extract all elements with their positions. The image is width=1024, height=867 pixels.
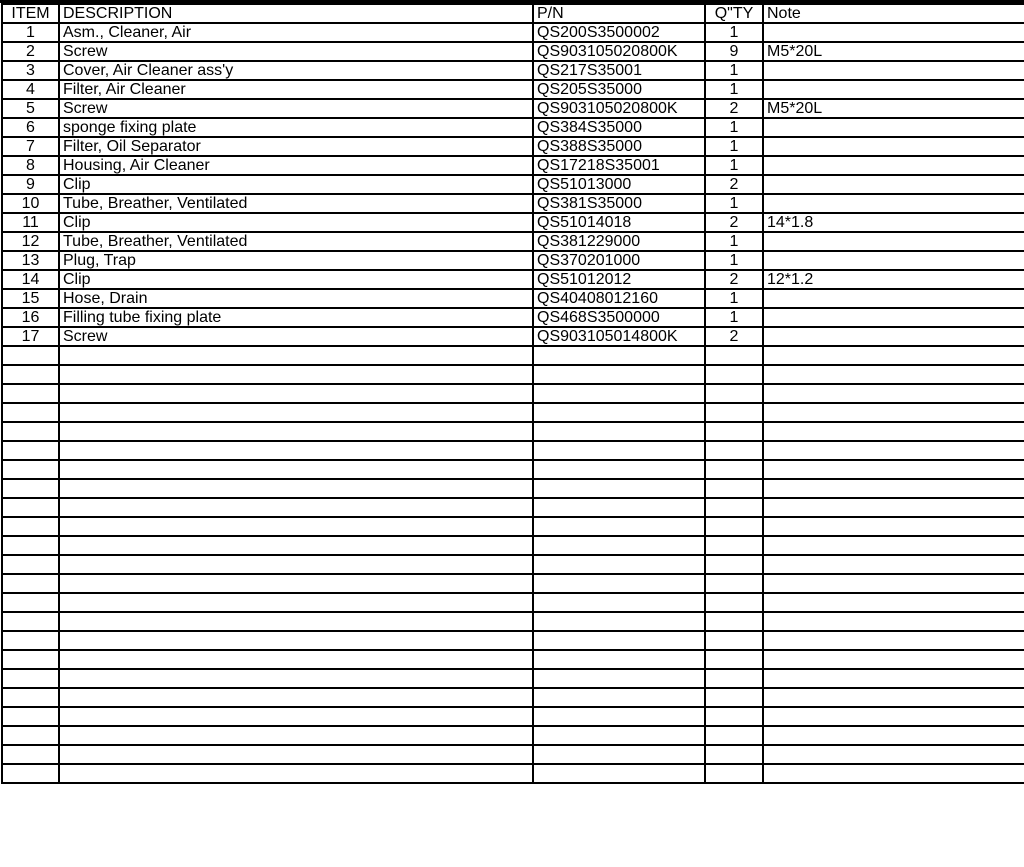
empty-cell (2, 707, 59, 726)
empty-cell (533, 403, 705, 422)
cell-quantity: 9 (705, 42, 763, 61)
cell-item: 13 (2, 251, 59, 270)
empty-cell (2, 384, 59, 403)
cell-quantity: 1 (705, 118, 763, 137)
empty-cell (763, 555, 1024, 574)
empty-cell (705, 726, 763, 745)
parts-table (1, 3, 1024, 784)
empty-cell (2, 346, 59, 365)
empty-cell (763, 688, 1024, 707)
cell-item: 11 (2, 213, 59, 232)
empty-row (2, 441, 1024, 460)
empty-cell (763, 346, 1024, 365)
cell-description: Plug, Trap (59, 251, 533, 270)
cell-quantity: 1 (705, 232, 763, 251)
empty-cell (533, 726, 705, 745)
empty-cell (533, 536, 705, 555)
empty-cell (763, 764, 1024, 783)
cell-item: 14 (2, 270, 59, 289)
cell-description: Filling tube fixing plate (59, 308, 533, 327)
table-row (2, 42, 1024, 61)
cell-item: 7 (2, 137, 59, 156)
empty-cell (2, 745, 59, 764)
cell-description: Cover, Air Cleaner ass'y (59, 61, 533, 80)
cell-description: Clip (59, 175, 533, 194)
empty-cell (2, 764, 59, 783)
empty-cell (533, 441, 705, 460)
empty-cell (705, 422, 763, 441)
empty-cell (59, 707, 533, 726)
cell-description: sponge fixing plate (59, 118, 533, 137)
cell-quantity: 1 (705, 61, 763, 80)
empty-row (2, 555, 1024, 574)
empty-cell (2, 726, 59, 745)
cell-item: 12 (2, 232, 59, 251)
empty-cell (705, 574, 763, 593)
empty-row (2, 650, 1024, 669)
empty-cell (533, 688, 705, 707)
empty-cell (2, 631, 59, 650)
cell-item: 3 (2, 61, 59, 80)
empty-cell (59, 555, 533, 574)
empty-cell (533, 498, 705, 517)
cell-description: Screw (59, 99, 533, 118)
empty-row (2, 403, 1024, 422)
cell-quantity: 2 (705, 175, 763, 194)
empty-cell (763, 707, 1024, 726)
cell-part-number: QS381229000 (533, 232, 705, 251)
empty-cell (59, 517, 533, 536)
cell-part-number: QS903105014800K (533, 327, 705, 346)
cell-item: 5 (2, 99, 59, 118)
empty-cell (705, 403, 763, 422)
empty-cell (533, 745, 705, 764)
cell-description: Screw (59, 42, 533, 61)
cell-item: 2 (2, 42, 59, 61)
empty-cell (533, 365, 705, 384)
cell-quantity: 1 (705, 289, 763, 308)
header-part-number: P/N (533, 4, 705, 23)
cell-note (763, 327, 1024, 346)
empty-cell (763, 422, 1024, 441)
empty-cell (763, 365, 1024, 384)
empty-cell (2, 650, 59, 669)
empty-cell (705, 384, 763, 403)
empty-cell (59, 384, 533, 403)
cell-part-number: QS51014018 (533, 213, 705, 232)
empty-cell (705, 460, 763, 479)
empty-cell (2, 460, 59, 479)
empty-cell (763, 631, 1024, 650)
cell-note (763, 308, 1024, 327)
cell-item: 6 (2, 118, 59, 137)
empty-cell (2, 688, 59, 707)
cell-note (763, 118, 1024, 137)
empty-row (2, 688, 1024, 707)
empty-cell (533, 346, 705, 365)
cell-note (763, 80, 1024, 99)
empty-cell (2, 498, 59, 517)
empty-cell (59, 612, 533, 631)
empty-cell (705, 517, 763, 536)
empty-cell (59, 669, 533, 688)
table-header-row (2, 4, 1024, 23)
empty-cell (705, 764, 763, 783)
cell-description: Housing, Air Cleaner (59, 156, 533, 175)
empty-cell (705, 745, 763, 764)
empty-cell (59, 726, 533, 745)
empty-cell (533, 650, 705, 669)
cell-note (763, 232, 1024, 251)
table-row (2, 156, 1024, 175)
empty-row (2, 498, 1024, 517)
table-row (2, 213, 1024, 232)
cell-quantity: 2 (705, 270, 763, 289)
cell-part-number: QS51012012 (533, 270, 705, 289)
cell-description: Filter, Air Cleaner (59, 80, 533, 99)
cell-part-number: QS17218S35001 (533, 156, 705, 175)
empty-cell (2, 422, 59, 441)
cell-item: 1 (2, 23, 59, 42)
empty-cell (533, 460, 705, 479)
empty-row (2, 612, 1024, 631)
empty-cell (59, 441, 533, 460)
cell-quantity: 1 (705, 23, 763, 42)
cell-part-number: QS468S3500000 (533, 308, 705, 327)
cell-item: 8 (2, 156, 59, 175)
empty-cell (59, 764, 533, 783)
cell-item: 17 (2, 327, 59, 346)
empty-cell (533, 479, 705, 498)
empty-cell (533, 764, 705, 783)
cell-item: 4 (2, 80, 59, 99)
empty-cell (763, 517, 1024, 536)
table-row (2, 137, 1024, 156)
empty-row (2, 384, 1024, 403)
cell-quantity: 2 (705, 213, 763, 232)
empty-cell (2, 536, 59, 555)
header-note: Note (763, 4, 1024, 23)
cell-quantity: 1 (705, 308, 763, 327)
empty-row (2, 669, 1024, 688)
cell-quantity: 1 (705, 137, 763, 156)
empty-cell (705, 441, 763, 460)
empty-row (2, 593, 1024, 612)
empty-cell (59, 593, 533, 612)
empty-cell (2, 365, 59, 384)
empty-cell (59, 403, 533, 422)
cell-description: Tube, Breather, Ventilated (59, 232, 533, 251)
empty-cell (763, 650, 1024, 669)
table-body (2, 23, 1024, 783)
cell-description: Tube, Breather, Ventilated (59, 194, 533, 213)
empty-cell (763, 441, 1024, 460)
cell-quantity: 1 (705, 251, 763, 270)
cell-part-number: QS903105020800K (533, 99, 705, 118)
empty-row (2, 574, 1024, 593)
cell-part-number: QS217S35001 (533, 61, 705, 80)
cell-note (763, 137, 1024, 156)
cell-note: 12*1.2 (763, 270, 1024, 289)
empty-cell (705, 631, 763, 650)
empty-row (2, 346, 1024, 365)
empty-cell (705, 688, 763, 707)
cell-note: 14*1.8 (763, 213, 1024, 232)
cell-quantity: 1 (705, 156, 763, 175)
empty-cell (763, 479, 1024, 498)
table-row (2, 99, 1024, 118)
cell-part-number: QS370201000 (533, 251, 705, 270)
empty-cell (705, 707, 763, 726)
empty-cell (763, 536, 1024, 555)
empty-cell (2, 612, 59, 631)
empty-cell (533, 612, 705, 631)
empty-row (2, 365, 1024, 384)
table-row (2, 175, 1024, 194)
empty-cell (533, 631, 705, 650)
empty-cell (59, 536, 533, 555)
empty-cell (2, 669, 59, 688)
empty-cell (59, 498, 533, 517)
empty-row (2, 707, 1024, 726)
cell-part-number: QS381S35000 (533, 194, 705, 213)
empty-cell (533, 707, 705, 726)
empty-cell (59, 650, 533, 669)
empty-row (2, 764, 1024, 783)
table-row (2, 80, 1024, 99)
empty-cell (533, 669, 705, 688)
empty-cell (2, 555, 59, 574)
empty-cell (59, 479, 533, 498)
table-row (2, 327, 1024, 346)
empty-cell (59, 688, 533, 707)
empty-row (2, 726, 1024, 745)
cell-description: Screw (59, 327, 533, 346)
cell-note (763, 23, 1024, 42)
empty-row (2, 517, 1024, 536)
table-row (2, 232, 1024, 251)
table-row (2, 308, 1024, 327)
empty-cell (705, 536, 763, 555)
cell-item: 15 (2, 289, 59, 308)
table-row (2, 118, 1024, 137)
empty-row (2, 631, 1024, 650)
cell-note (763, 194, 1024, 213)
cell-note (763, 251, 1024, 270)
cell-description: Clip (59, 213, 533, 232)
empty-cell (59, 365, 533, 384)
cell-part-number: QS40408012160 (533, 289, 705, 308)
empty-cell (59, 346, 533, 365)
table-row (2, 23, 1024, 42)
empty-cell (705, 346, 763, 365)
empty-cell (705, 593, 763, 612)
empty-cell (2, 517, 59, 536)
cell-part-number: QS205S35000 (533, 80, 705, 99)
empty-cell (2, 441, 59, 460)
table-row (2, 61, 1024, 80)
cell-quantity: 2 (705, 99, 763, 118)
empty-cell (2, 593, 59, 612)
empty-cell (705, 365, 763, 384)
cell-part-number: QS200S3500002 (533, 23, 705, 42)
empty-row (2, 745, 1024, 764)
cell-note (763, 156, 1024, 175)
empty-row (2, 422, 1024, 441)
cell-note (763, 61, 1024, 80)
cell-part-number: QS51013000 (533, 175, 705, 194)
empty-cell (2, 479, 59, 498)
empty-cell (59, 460, 533, 479)
empty-cell (533, 574, 705, 593)
empty-cell (2, 403, 59, 422)
cell-description: Clip (59, 270, 533, 289)
empty-cell (533, 593, 705, 612)
empty-cell (2, 574, 59, 593)
header-description: DESCRIPTION (59, 4, 533, 23)
cell-description: Asm., Cleaner, Air (59, 23, 533, 42)
cell-note (763, 175, 1024, 194)
header-item: ITEM (2, 4, 59, 23)
empty-cell (705, 479, 763, 498)
empty-cell (705, 498, 763, 517)
table-row (2, 194, 1024, 213)
header-quantity: Q"TY (705, 4, 763, 23)
cell-part-number: QS903105020800K (533, 42, 705, 61)
empty-cell (763, 403, 1024, 422)
empty-cell (763, 460, 1024, 479)
empty-cell (705, 650, 763, 669)
table-row (2, 270, 1024, 289)
empty-cell (533, 384, 705, 403)
cell-quantity: 1 (705, 194, 763, 213)
cell-item: 16 (2, 308, 59, 327)
empty-cell (533, 517, 705, 536)
empty-cell (763, 593, 1024, 612)
empty-cell (59, 745, 533, 764)
empty-cell (763, 498, 1024, 517)
empty-cell (705, 669, 763, 688)
empty-cell (59, 574, 533, 593)
cell-description: Hose, Drain (59, 289, 533, 308)
empty-cell (533, 422, 705, 441)
empty-cell (533, 555, 705, 574)
cell-note: M5*20L (763, 99, 1024, 118)
empty-cell (763, 574, 1024, 593)
empty-cell (763, 669, 1024, 688)
cell-part-number: QS384S35000 (533, 118, 705, 137)
cell-item: 10 (2, 194, 59, 213)
cell-quantity: 1 (705, 80, 763, 99)
empty-cell (763, 612, 1024, 631)
empty-row (2, 479, 1024, 498)
empty-row (2, 460, 1024, 479)
empty-cell (705, 555, 763, 574)
table-row (2, 289, 1024, 308)
empty-cell (763, 384, 1024, 403)
table-row (2, 251, 1024, 270)
empty-row (2, 536, 1024, 555)
empty-cell (705, 612, 763, 631)
empty-cell (59, 422, 533, 441)
cell-note: M5*20L (763, 42, 1024, 61)
cell-item: 9 (2, 175, 59, 194)
cell-part-number: QS388S35000 (533, 137, 705, 156)
empty-cell (763, 726, 1024, 745)
empty-cell (59, 631, 533, 650)
cell-note (763, 289, 1024, 308)
cell-quantity: 2 (705, 327, 763, 346)
empty-cell (763, 745, 1024, 764)
cell-description: Filter, Oil Separator (59, 137, 533, 156)
